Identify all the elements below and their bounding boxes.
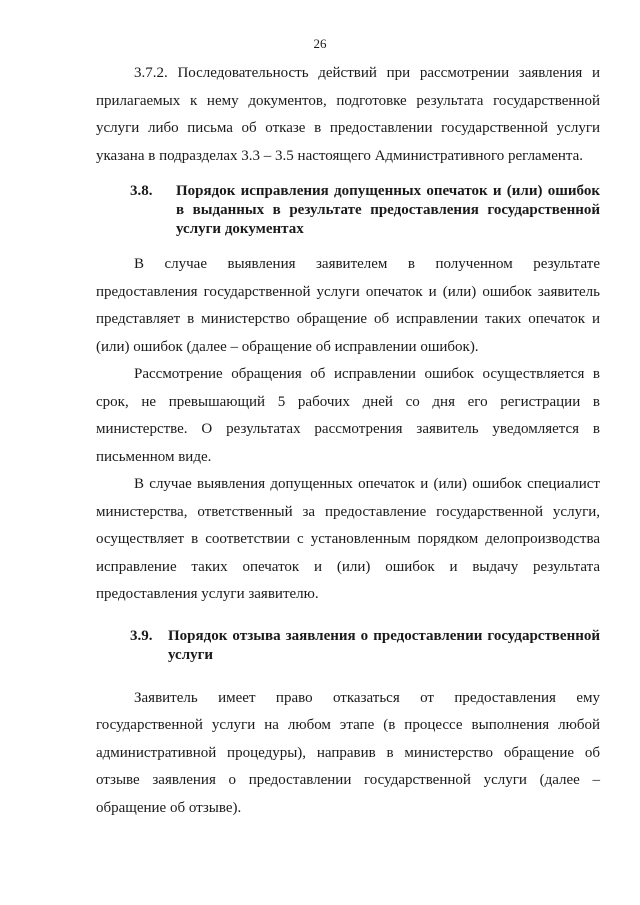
section-3-8-paragraph-3: В случае выявления допущенных опечаток и (или) ошибок специалист министерства, ответственный за предоставление государственной услуги, осуществляет в соответствии с установленным порядком делопроизводства исправление таких опечаток и (или) ошибок и выдачу результата предоставления услуги заявителю. bbox=[96, 476, 600, 602]
page-number: 26 bbox=[313, 36, 327, 51]
section-3-9-title: Порядок отзыва заявления о предоставлении государственной услуги bbox=[168, 627, 600, 663]
section-3-9-body bbox=[96, 685, 600, 823]
section-3-9-heading bbox=[130, 627, 600, 665]
section-3-9-number: 3.9. bbox=[130, 627, 153, 644]
section-3-9-paragraph-1: Заявитель имеет право отказаться от предоставления ему государственной услуги на любом этапе (в процессе выполнения любой административной процедуры), направив в министерство обращение об отзыве заявления о предоставлении государственной услуги (далее – обращение об отзыве). bbox=[96, 689, 600, 816]
section-3-8 bbox=[130, 182, 600, 239]
section-3-9 bbox=[130, 627, 600, 665]
section-3-8-title: Порядок исправления допущенных опечаток и (или) ошибок в выданных в результате предоставления государственной услуги документах bbox=[176, 183, 600, 237]
section-3-8-body bbox=[96, 251, 600, 609]
page-content bbox=[96, 60, 600, 822]
section-3-8-heading bbox=[130, 182, 600, 239]
section-3-8-paragraph-2: Рассмотрение обращения об исправлении ошибок осуществляется в срок, не превышающий 5 рабочих дней со дня его регистрации в министерстве. О результатах рассмотрения заявитель уведомляется в письменном виде. bbox=[96, 366, 600, 465]
paragraph-3-7-2: 3.7.2. Последовательность действий при рассмотрении заявления и прилагаемых к нему документов, подготовке результата государственной услуги либо письма об отказе в предоставлении государственной услуги указана в подразделах 3.3 – 3.5 настоящего Административного регламента. bbox=[96, 65, 600, 164]
section-3-8-paragraph-1: В случае выявления заявителем в полученном результате предоставления государственной услуги опечаток и (или) ошибок заявитель представляет в министерство обращение об исправлении таких опечаток и (или) ошибок (далее – обращение об исправлении ошибок). bbox=[96, 256, 600, 355]
section-3-8-number: 3.8. bbox=[130, 183, 153, 199]
